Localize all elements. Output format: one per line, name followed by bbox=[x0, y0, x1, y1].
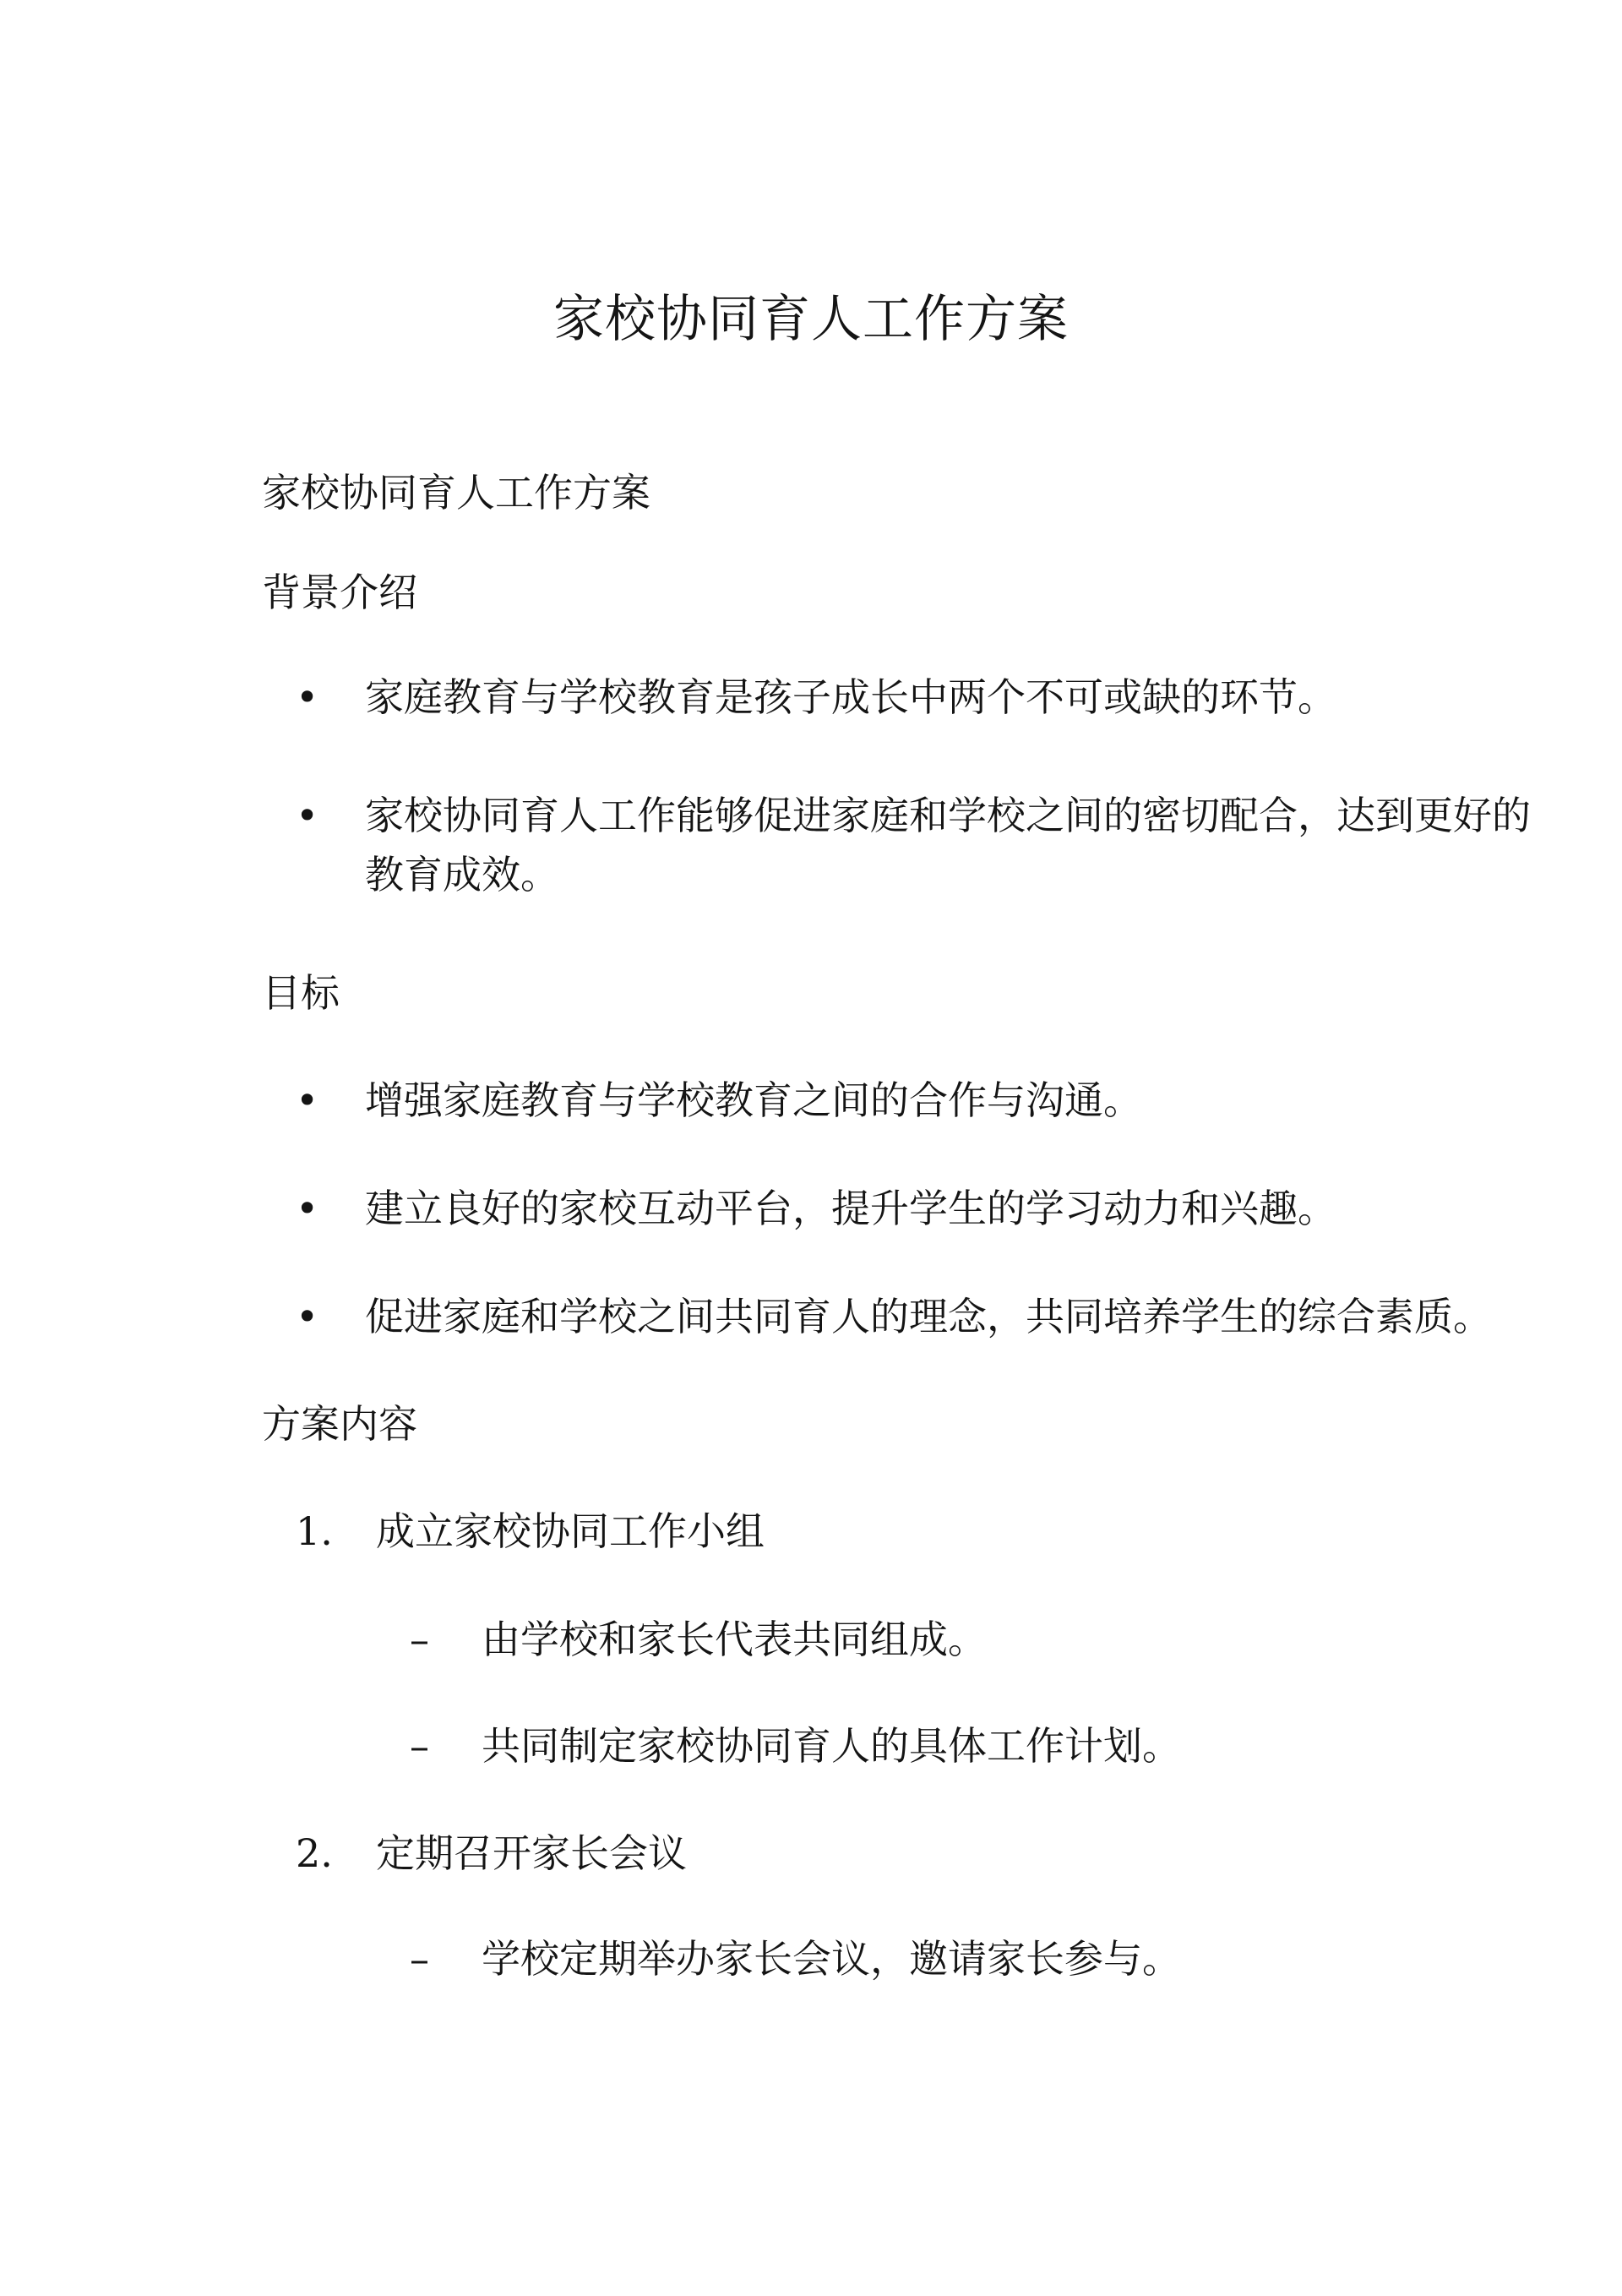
bullet-text: 家庭教育与学校教育是孩子成长中两个不可或缺的环节。 bbox=[365, 674, 1336, 720]
item-label: 定期召开家长会议 bbox=[376, 1830, 687, 1876]
bullet-text: 建立良好的家校互动平台，提升学生的学习动力和兴趣。 bbox=[365, 1186, 1336, 1231]
sub-item-text: 由学校和家长代表共同组成。 bbox=[482, 1617, 987, 1662]
bullet-text: 家校协同育人工作能够促进家庭和学校之间的密切配合，达到更好的教育成效。 bbox=[365, 793, 1531, 897]
document-subtitle: 家校协同育人工作方案 bbox=[262, 470, 650, 515]
sub-item-text: 学校定期举办家长会议，邀请家长参与。 bbox=[482, 1936, 1181, 1982]
item-number: 1. bbox=[296, 1508, 333, 1554]
bullet-icon: • bbox=[296, 1294, 319, 1339]
item-number: 2. bbox=[296, 1830, 333, 1876]
bullet-text: 促进家庭和学校之间共同育人的理念，共同培养学生的综合素质。 bbox=[365, 1294, 1492, 1339]
sub-item-text: 共同制定家校协同育人的具体工作计划。 bbox=[482, 1723, 1181, 1769]
bullet-icon: • bbox=[296, 1077, 319, 1123]
dash-icon: – bbox=[410, 1936, 429, 1982]
bullet-text: 增强家庭教育与学校教育之间的合作与沟通。 bbox=[365, 1077, 1142, 1123]
section-heading-plan: 方案内容 bbox=[262, 1401, 417, 1447]
bullet-icon: • bbox=[296, 674, 319, 720]
bullet-icon: • bbox=[296, 1186, 319, 1231]
dash-icon: – bbox=[410, 1723, 429, 1769]
document-title: 家校协同育人工作方案 bbox=[553, 290, 1069, 349]
bullet-icon: • bbox=[296, 793, 319, 838]
dash-icon: – bbox=[410, 1617, 429, 1662]
section-heading-background: 背景介绍 bbox=[262, 570, 417, 615]
section-heading-goals: 目标 bbox=[262, 970, 340, 1016]
item-label: 成立家校协同工作小组 bbox=[376, 1508, 765, 1554]
